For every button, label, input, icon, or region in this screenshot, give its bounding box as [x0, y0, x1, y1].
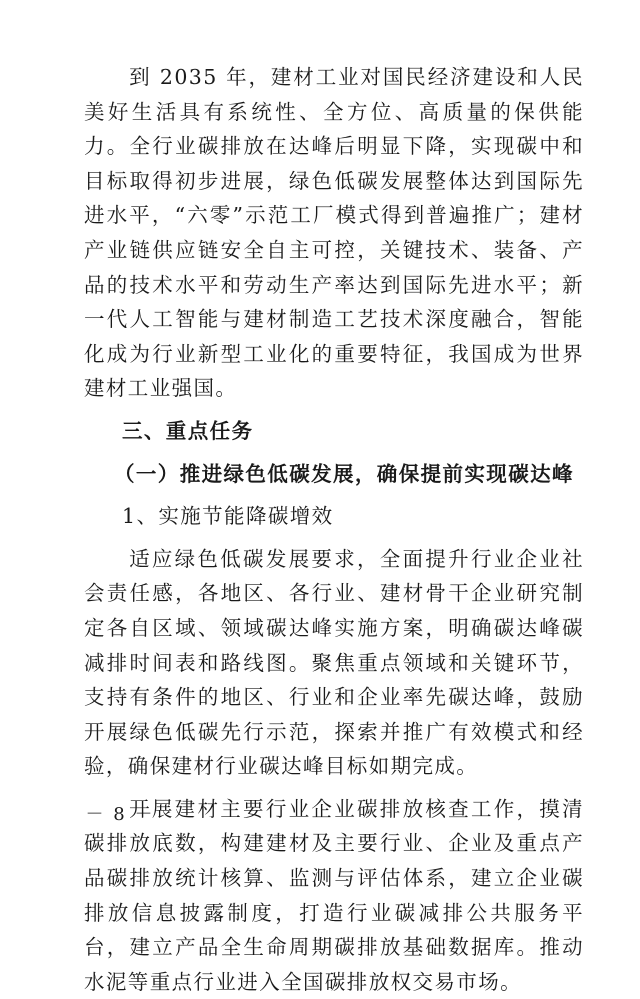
spacer — [84, 491, 584, 499]
page-number: － 8 － — [85, 804, 155, 825]
paragraph-carbon-accounting: 开展建材主要行业企业碳排放核查工作，摸清碳排放底数，构建建材及主要行业、企业及重点产品碳排放统计核算、监测与评估体系，建立企业碳排放信息披露制度，打造行业碳减排公共服务平台，建立产品全生命周期碳排放基础数据库。推动水泥等重点行业进入全国碳排放权交易市场。 — [84, 796, 584, 994]
spacer — [84, 406, 584, 414]
spacer — [84, 449, 584, 457]
item-heading-energy-saving: 1、实施节能降碳增效 — [122, 504, 334, 529]
spacer — [84, 784, 584, 792]
paragraph-2035-goals: 到 2035 年，建材工业对国民经济建设和人民美好生活具有系统性、全方位、高质量的保供能力。全行业碳排放在达峰后明显下降，实现碳中和目标取得初步进展，绿色低碳发展整体达到国际先进水平，“六零”示范工厂模式得到普遍推广；建材产业链供应链安全自主可控，关键技术、装备、产品的技术水平和劳动生产率达到国际先进水平；新一代人工智能与建材制造工艺技术深度融合，智能化成为行业新型工业化的重要特征，我国成为世界建材工业强国。 — [84, 65, 584, 401]
section-heading-key-tasks: 三、重点任务 — [122, 418, 254, 443]
document-body — [84, 60, 584, 999]
spacer — [84, 534, 584, 542]
subsection-heading-green-low-carbon: （一）推进绿色低碳发展，确保提前实现碳达峰 — [114, 461, 574, 486]
paragraph-carbon-peak-plans: 适应绿色低碳发展要求，全面提升行业企业社会责任感，各地区、各行业、建材骨干企业研究制定各自区域、领域碳达峰实施方案，明确碳达峰碳减排时间表和路线图。聚焦重点领域和关键环节，支持有条件的地区、行业和企业率先碳达峰，鼓励开展绿色低碳先行示范，探索并推广有效模式和经验，确保建材行业碳达峰目标如期完成。 — [84, 546, 584, 779]
